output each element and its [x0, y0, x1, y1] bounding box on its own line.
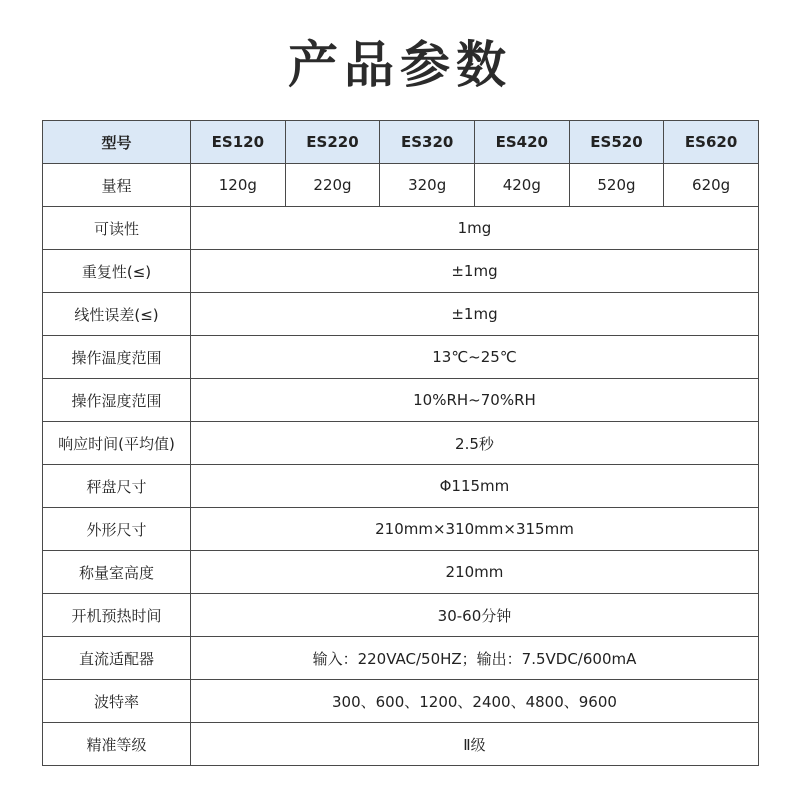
table-row	[43, 336, 759, 379]
range-value-cell: 420g	[474, 164, 569, 207]
row-label-cell: 线性误差(≤)	[43, 293, 191, 336]
row-label-cell: 秤盘尺寸	[43, 465, 191, 508]
row-value-cell: 13℃~25℃	[191, 336, 759, 379]
model-header-cell: ES320	[380, 121, 475, 164]
table-row	[43, 637, 759, 680]
range-value-cell: 620g	[664, 164, 759, 207]
table-header-row	[43, 121, 759, 164]
range-value-cell: 120g	[191, 164, 286, 207]
page-title: 产品参数	[288, 36, 512, 94]
table-row	[43, 551, 759, 594]
row-label-cell: 操作温度范围	[43, 336, 191, 379]
table-row	[43, 379, 759, 422]
model-header-cell: ES520	[569, 121, 664, 164]
range-value-cell: 520g	[569, 164, 664, 207]
row-value-cell: Ⅱ级	[191, 723, 759, 766]
table-row	[43, 207, 759, 250]
table-row	[43, 723, 759, 766]
row-value-cell: 2.5秒	[191, 422, 759, 465]
row-label-cell: 精准等级	[43, 723, 191, 766]
table-row	[43, 594, 759, 637]
table-row	[43, 465, 759, 508]
row-value-cell: 输入：220VAC/50HZ；输出：7.5VDC/600mA	[191, 637, 759, 680]
table-row	[43, 293, 759, 336]
row-label-cell: 重复性(≤)	[43, 250, 191, 293]
row-label-cell: 开机预热时间	[43, 594, 191, 637]
row-value-cell: 1mg	[191, 207, 759, 250]
row-value-cell: ±1mg	[191, 293, 759, 336]
model-header-cell: ES420	[474, 121, 569, 164]
spec-table	[42, 120, 759, 766]
range-value-cell: 320g	[380, 164, 475, 207]
table-row	[43, 164, 759, 207]
row-label-cell: 操作湿度范围	[43, 379, 191, 422]
row-label-cell: 量程	[43, 164, 191, 207]
row-label-cell: 可读性	[43, 207, 191, 250]
row-value-cell: ±1mg	[191, 250, 759, 293]
row-value-cell: 210mm	[191, 551, 759, 594]
table-row	[43, 680, 759, 723]
table-row	[43, 422, 759, 465]
row-value-cell: Φ115mm	[191, 465, 759, 508]
header-label-cell: 型号	[43, 121, 191, 164]
row-label-cell: 外形尺寸	[43, 508, 191, 551]
row-label-cell: 响应时间(平均值)	[43, 422, 191, 465]
row-value-cell: 30-60分钟	[191, 594, 759, 637]
row-label-cell: 称量室高度	[43, 551, 191, 594]
model-header-cell: ES620	[664, 121, 759, 164]
row-label-cell: 直流适配器	[43, 637, 191, 680]
table-row	[43, 508, 759, 551]
model-header-cell: ES220	[285, 121, 380, 164]
range-value-cell: 220g	[285, 164, 380, 207]
model-header-cell: ES120	[191, 121, 286, 164]
row-value-cell: 300、600、1200、2400、4800、9600	[191, 680, 759, 723]
row-value-cell: 10%RH~70%RH	[191, 379, 759, 422]
row-label-cell: 波特率	[43, 680, 191, 723]
table-row	[43, 250, 759, 293]
row-value-cell: 210mm×310mm×315mm	[191, 508, 759, 551]
